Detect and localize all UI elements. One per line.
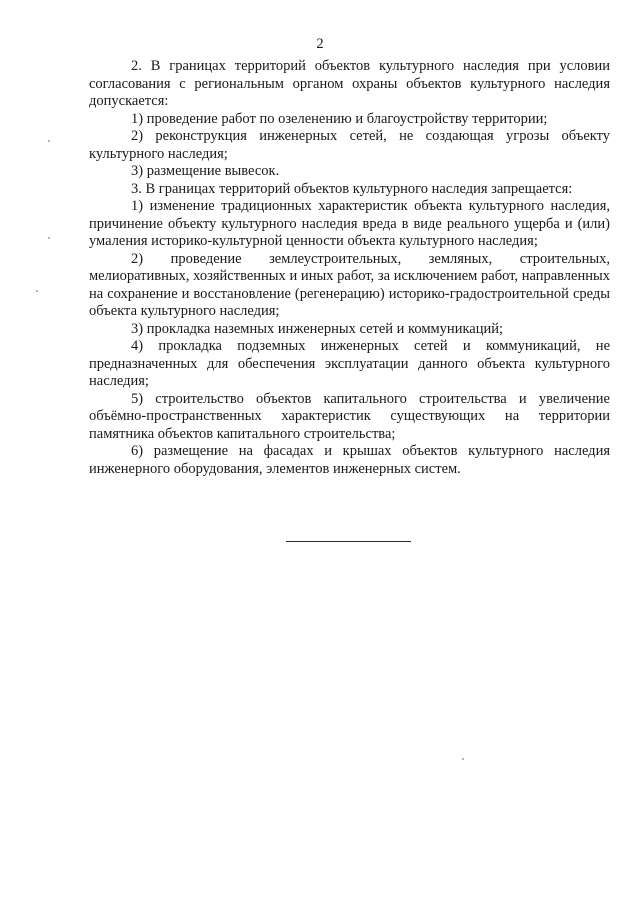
scan-speck [48, 237, 50, 239]
clause-3-item-6: 6) размещение на фасадах и крышах объектов культурного наследия инженерного оборудования, элементов инженерных систем. [89, 443, 610, 477]
clause-3-item-5: 5) строительство объектов капитального строительства и увеличение объёмно-пространственных характеристик существующих на территории памятника объектов капитального строительства; [89, 390, 610, 442]
document-body [89, 58, 610, 478]
clause-3-item-4: 4) прокладка подземных инженерных сетей и коммуникаций, не предназначенных для обеспечения эксплуатации данного объекта культурного наследия; [89, 338, 610, 389]
clause-2-item-3: 3) размещение вывесок. [131, 163, 280, 179]
scan-speck [48, 140, 50, 142]
page-number: 2 [316, 36, 324, 52]
end-separator-line [286, 541, 411, 542]
clause-3-item-1: 1) изменение традиционных характеристик объекта культурного наследия, причинение объекту культурного наследия вреда в виде реального ущерба и (или) умаления историко-культурной ценности объекта культурного наследия; [89, 198, 610, 249]
scan-speck [36, 290, 38, 292]
clause-2-intro: 2. В границах территорий объектов культурного наследия при условии согласования с региональным органом охраны объектов культурного наследия допускается: [89, 58, 610, 109]
clause-2-item-2: 2) реконструкция инженерных сетей, не создающая угрозы объекту культурного наследия; [89, 128, 610, 162]
clause-3-item-2: 2) проведение землеустроительных, земляных, строительных, мелиоративных, хозяйственных и иных работ, за исключением работ, направленных на сохранение и восстановление (регенерацию) историко-градостроительной среды объекта культурного наследия; [89, 250, 610, 319]
scan-speck [462, 758, 464, 760]
clause-3-item-3: 3) прокладка наземных инженерных сетей и коммуникаций; [131, 320, 504, 337]
clause-3-intro: 3. В границах территорий объектов культурного наследия запрещается: [131, 180, 573, 197]
clause-2-item-1: 1) проведение работ по озеленению и благоустройству территории; [131, 110, 548, 127]
